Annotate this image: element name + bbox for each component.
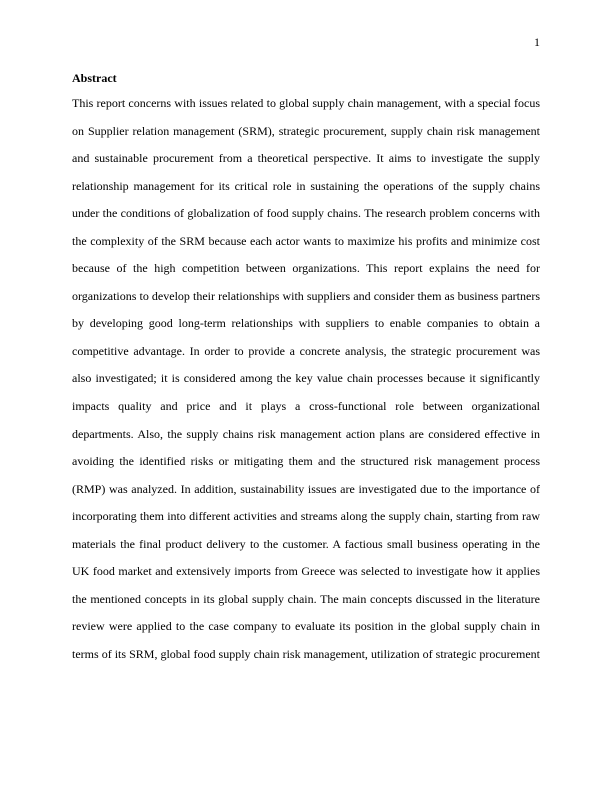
abstract-line: the complexity of the SRM because each actor wants to maximize his profits and minimize cost: [72, 233, 540, 248]
abstract-line: relationship management for its critical role in sustaining the operations of the supply chains: [72, 178, 540, 193]
page-number: 1: [534, 35, 540, 49]
abstract-line: because of the high competition between organizations. This report explains the need for: [72, 261, 540, 276]
abstract-line: UK food market and extensively imports from Greece was selected to investigate how it applies: [72, 564, 540, 579]
abstract-paragraph: [72, 96, 540, 674]
abstract-line: (RMP) was analyzed. In addition, sustainability issues are investigated due to the importance of: [72, 481, 540, 496]
abstract-line: on Supplier relation management (SRM), strategic procurement, supply chain risk management: [72, 123, 540, 138]
abstract-line: by developing good long-term relationships with suppliers to enable companies to obtain a: [72, 316, 540, 331]
abstract-line: This report concerns with issues related to global supply chain management, with a special focus: [72, 96, 540, 110]
abstract-line: materials the final product delivery to the customer. A factious small business operating in the: [72, 536, 540, 551]
abstract-line: terms of its SRM, global food supply chain risk management, utilization of strategic procurement: [72, 646, 540, 661]
abstract-line: avoiding the identified risks or mitigating them and the structured risk management process: [72, 454, 540, 469]
abstract-line: impacts quality and price and it plays a cross-functional role between organizational: [72, 399, 540, 414]
abstract-line: and sustainable procurement from a theoretical perspective. It aims to investigate the supply: [72, 151, 540, 166]
abstract-line: review were applied to the case company to evaluate its position in the global supply chain in: [72, 619, 540, 634]
document-body: [72, 71, 540, 674]
abstract-line: organizations to develop their relationships with suppliers and consider them as business partners: [72, 288, 540, 303]
abstract-line: under the conditions of globalization of food supply chains. The research problem concerns with: [72, 206, 540, 221]
abstract-heading: Abstract: [72, 71, 117, 85]
abstract-line: also investigated; it is considered among the key value chain processes because it significantly: [72, 371, 540, 386]
abstract-line: incorporating them into different activities and streams along the supply chain, starting from raw: [72, 509, 540, 524]
abstract-line: the mentioned concepts in its global supply chain. The main concepts discussed in the literature: [72, 591, 540, 606]
abstract-line: departments. Also, the supply chains risk management action plans are considered effective in: [72, 426, 540, 441]
abstract-line: competitive advantage. In order to provide a concrete analysis, the strategic procurement was: [72, 343, 540, 358]
